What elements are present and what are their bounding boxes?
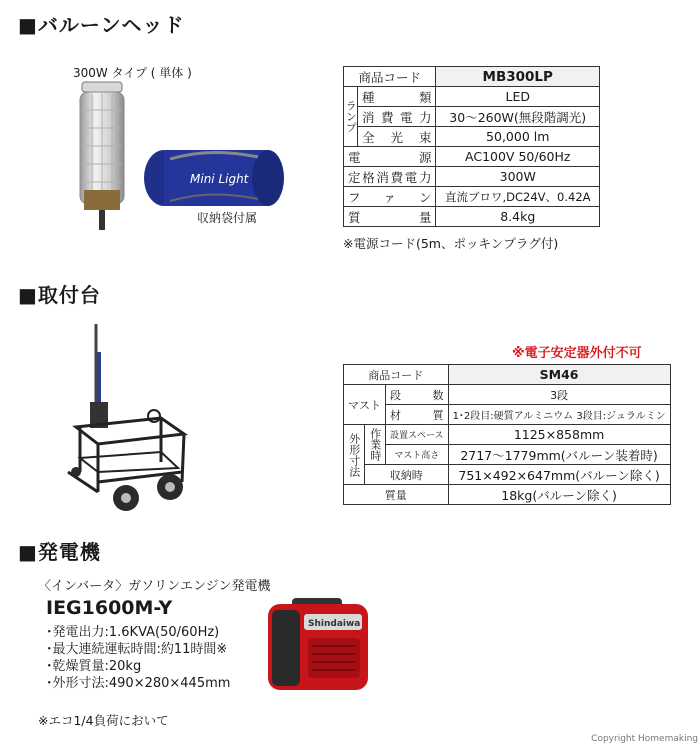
- table-row: [344, 147, 600, 167]
- generator-model: IEG1600M-Y: [46, 597, 173, 619]
- code-label: 商品コード: [344, 365, 449, 385]
- table-row: [344, 365, 671, 385]
- storage-bag-image: [140, 145, 288, 210]
- row-value: 30〜260W(無段階調光): [436, 107, 600, 127]
- row-value: LED: [436, 87, 600, 107]
- table-row: [344, 405, 671, 425]
- table-row: [344, 187, 600, 207]
- row-label: 設置スペース: [386, 425, 449, 445]
- table-row: [344, 385, 671, 405]
- code-value: MB300LP: [436, 67, 600, 87]
- row-label: ファン: [344, 187, 436, 207]
- storage-value: 751×492×647mm(バルーン除く): [448, 465, 670, 485]
- table-row: [344, 87, 600, 107]
- row-value: 300W: [436, 167, 600, 187]
- row-value: 2717〜1779mm(バルーン装着時): [448, 445, 670, 465]
- row-value: AC100V 50/60Hz: [436, 147, 600, 167]
- row-value: 50,000 lm: [436, 127, 600, 147]
- table-row: [344, 465, 671, 485]
- section-title-mount: ■取付台: [18, 283, 101, 307]
- storage-label: 収納時: [365, 465, 449, 485]
- table-row: [344, 127, 600, 147]
- generator-subtitle: 〈インバータ〉ガソリンエンジン発電機: [38, 579, 271, 594]
- eco-load-note: ※エコ1/4負荷において: [38, 713, 169, 728]
- row-value: 1･2段目:硬質アルミニウム 3段目:ジュラルミン: [448, 405, 670, 425]
- table-row: [344, 67, 600, 87]
- table-row: [344, 167, 600, 187]
- table-row: [344, 107, 600, 127]
- lamp-group-label: ランプ: [344, 87, 358, 147]
- bag-logo-text: Mini Light: [190, 172, 249, 186]
- dims-group-label: 外形寸法: [344, 425, 365, 485]
- table-row: [344, 207, 600, 227]
- generator-image: [264, 596, 374, 694]
- balloon-lamp-image: [72, 80, 132, 232]
- row-label: 全光束: [357, 127, 436, 147]
- generator-brand-text: Shindaiwa: [308, 619, 361, 629]
- power-cord-note: ※電源コード(5m、ポッキンプラグ付): [343, 236, 559, 251]
- row-label: 定格消費電力: [344, 167, 436, 187]
- list-item: ･乾燥質量:20kg: [46, 659, 142, 674]
- mount-spec-table: [343, 364, 671, 505]
- code-label: 商品コード: [344, 67, 436, 87]
- row-value: 直流ブロワ,DC24V、0.42A: [436, 187, 600, 207]
- mast-group-label: マスト: [344, 385, 386, 425]
- weight-label: 質量: [344, 485, 449, 505]
- row-label: 段数: [386, 385, 449, 405]
- table-row: [344, 445, 671, 465]
- list-item: ･外形寸法:490×280×445mm: [46, 676, 231, 691]
- row-value: 1125×858mm: [448, 425, 670, 445]
- balloon-type-caption: 300W タイプ ( 単体 ): [73, 66, 192, 80]
- work-group-label: 作業時: [365, 425, 386, 465]
- balloon-spec-table: [343, 66, 600, 227]
- list-item: ･発電出力:1.6KVA(50/60Hz): [46, 625, 220, 640]
- row-label: 質量: [344, 207, 436, 227]
- row-value: 8.4kg: [436, 207, 600, 227]
- row-value: 3段: [448, 385, 670, 405]
- row-label: 材質: [386, 405, 449, 425]
- code-value: SM46: [448, 365, 670, 385]
- generator-spec-list: [46, 624, 230, 692]
- mount-cart-image: [66, 322, 190, 514]
- row-label: マスト高さ: [386, 445, 449, 465]
- table-row: [344, 425, 671, 445]
- external-ballast-warning: ※電子安定器外付不可: [512, 346, 642, 361]
- section-title-balloon-head: ■バルーンヘッド: [18, 13, 185, 37]
- weight-value: 18kg(バルーン除く): [448, 485, 670, 505]
- list-item: ･最大連続運転時間:約11時間※: [46, 642, 228, 657]
- bag-caption: 収納袋付属: [197, 211, 258, 225]
- table-row: [344, 485, 671, 505]
- row-label: 種類: [357, 87, 436, 107]
- section-title-generator: ■発電機: [18, 540, 101, 564]
- copyright-text: Copyright Homemaking: [591, 734, 698, 744]
- row-label: 消費電力: [357, 107, 436, 127]
- row-label: 電源: [344, 147, 436, 167]
